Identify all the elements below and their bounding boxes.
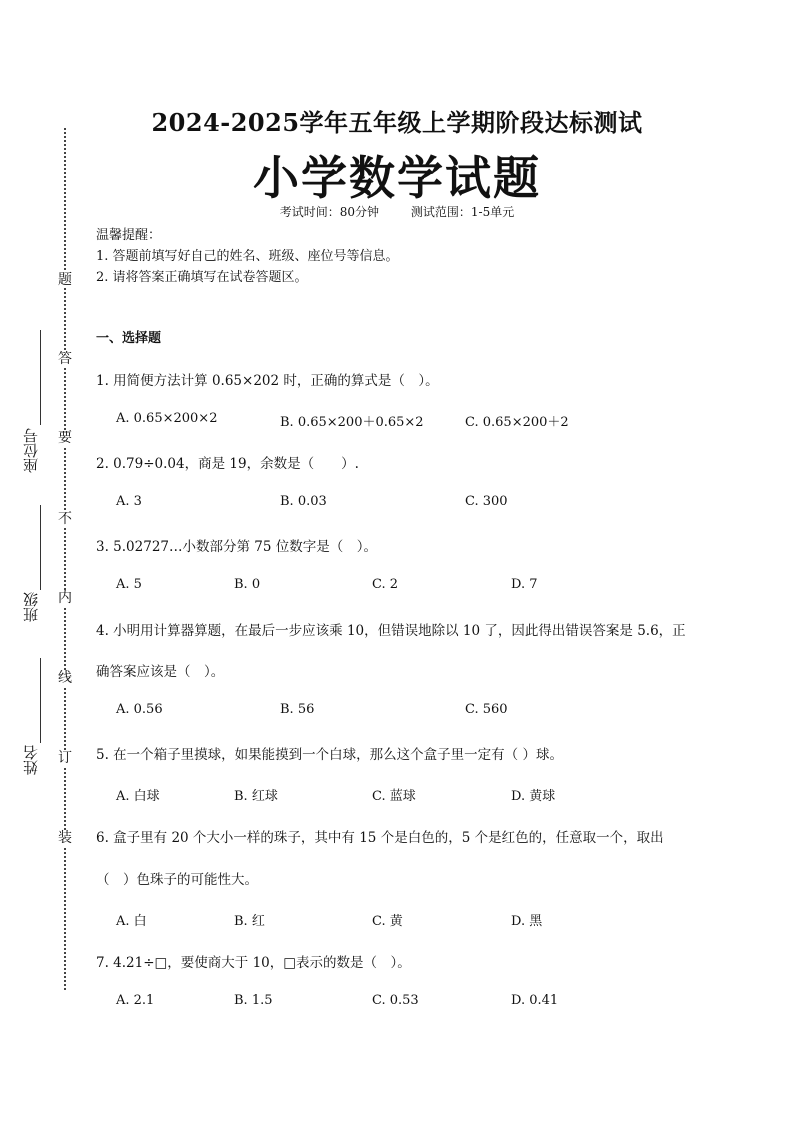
q2-option-a: A. 3 [116,494,142,509]
exam-title: 2024-2025学年五年级上学期阶段达标测试 [151,108,643,137]
seat-number-line [40,330,41,425]
seal-char: 订 [58,750,72,766]
question-4-text: 4. 小明用计算器算题，在最后一步应该乘 10，但错误地除以 10 了，因此得出错误答案是 5.6，正 [96,623,686,639]
seal-char: 装 [58,830,72,846]
q3-option-d: D. 7 [511,577,538,592]
q4-option-a: A. 0.56 [116,702,163,717]
question-2-text: 2. 0.79÷0.04，商是 19，余数是（ ）. [96,456,359,472]
q1-option-c: C. 0.65×200＋2 [465,415,569,430]
q4-option-c: C. 560 [465,702,508,717]
q1-option-a: A. 0.65×200×2 [116,411,218,426]
tip-item: 2. 请将答案正确填写在试卷答题区。 [96,270,308,285]
question-3-text: 3. 5.02727…小数部分第 75 位数字是（ ）。 [96,539,378,555]
exam-scope: 测试范围：1-5单元 [410,205,515,219]
exam-meta [0,203,794,220]
seat-number-label: 座位号 [22,428,40,473]
q3-option-b: B. 0 [234,577,261,592]
seal-char: 答 [58,351,72,367]
q5-option-a: A. 白球 [116,789,160,804]
tip-item: 1. 答题前填写好自己的姓名、班级、座位号等信息。 [96,249,399,264]
name-label: 姓名 [22,745,40,775]
question-5-text: 5. 在一个箱子里摸球，如果能摸到一个白球，那么这个盒子里一定有（ ）球。 [96,747,563,763]
q2-option-b: B. 0.03 [280,494,327,509]
q7-option-b: B. 1.5 [234,993,273,1008]
q2-option-c: C. 300 [465,494,508,509]
seal-char: 不 [58,511,72,527]
q3-option-c: C. 2 [372,577,399,592]
seal-char: 内 [58,590,72,606]
q5-option-d: D. 黄球 [511,789,556,804]
question-7-text: 7. 4.21÷□，要使商大于 10，□表示的数是（ ）。 [96,955,411,971]
q7-option-c: C. 0.53 [372,993,419,1008]
q7-option-d: D. 0.41 [511,993,559,1008]
q4-option-b: B. 56 [280,702,315,717]
q3-option-a: A. 5 [116,577,142,592]
tips-heading: 温馨提醒： [96,228,162,243]
section-title: 一、选择题 [96,331,162,346]
seal-char: 题 [58,272,72,288]
q6-option-b: B. 红 [234,914,265,929]
question-6-text: 6. 盒子里有 20 个大小一样的珠子，其中有 15 个是白色的，5 个是红色的，任意取一个，取出 [96,830,664,846]
seal-char: 线 [58,670,72,686]
class-line [40,505,41,590]
name-line [40,658,41,743]
question-4-text-cont: 确答案应该是（ ）。 [96,664,225,680]
exam-time: 考试时间：80分钟 [279,205,380,219]
seal-char: 要 [58,430,72,446]
question-6-text-cont: （ ）色珠子的可能性大。 [96,872,258,888]
q5-option-c: C. 蓝球 [372,789,416,804]
q6-option-c: C. 黄 [372,914,403,929]
q5-option-b: B. 红球 [234,789,278,804]
q6-option-d: D. 黑 [511,914,543,929]
q1-option-b: B. 0.65×200＋0.65×2 [280,415,424,430]
question-1-text: 1. 用简便方法计算 0.65×202 时，正确的算式是（ ）。 [96,373,439,389]
q6-option-a: A. 白 [116,914,147,929]
binding-dotted-line [64,128,66,990]
subject-title: 小学数学试题 [253,151,541,205]
q7-option-a: A. 2.1 [116,993,155,1008]
class-label: 班级 [22,592,40,622]
